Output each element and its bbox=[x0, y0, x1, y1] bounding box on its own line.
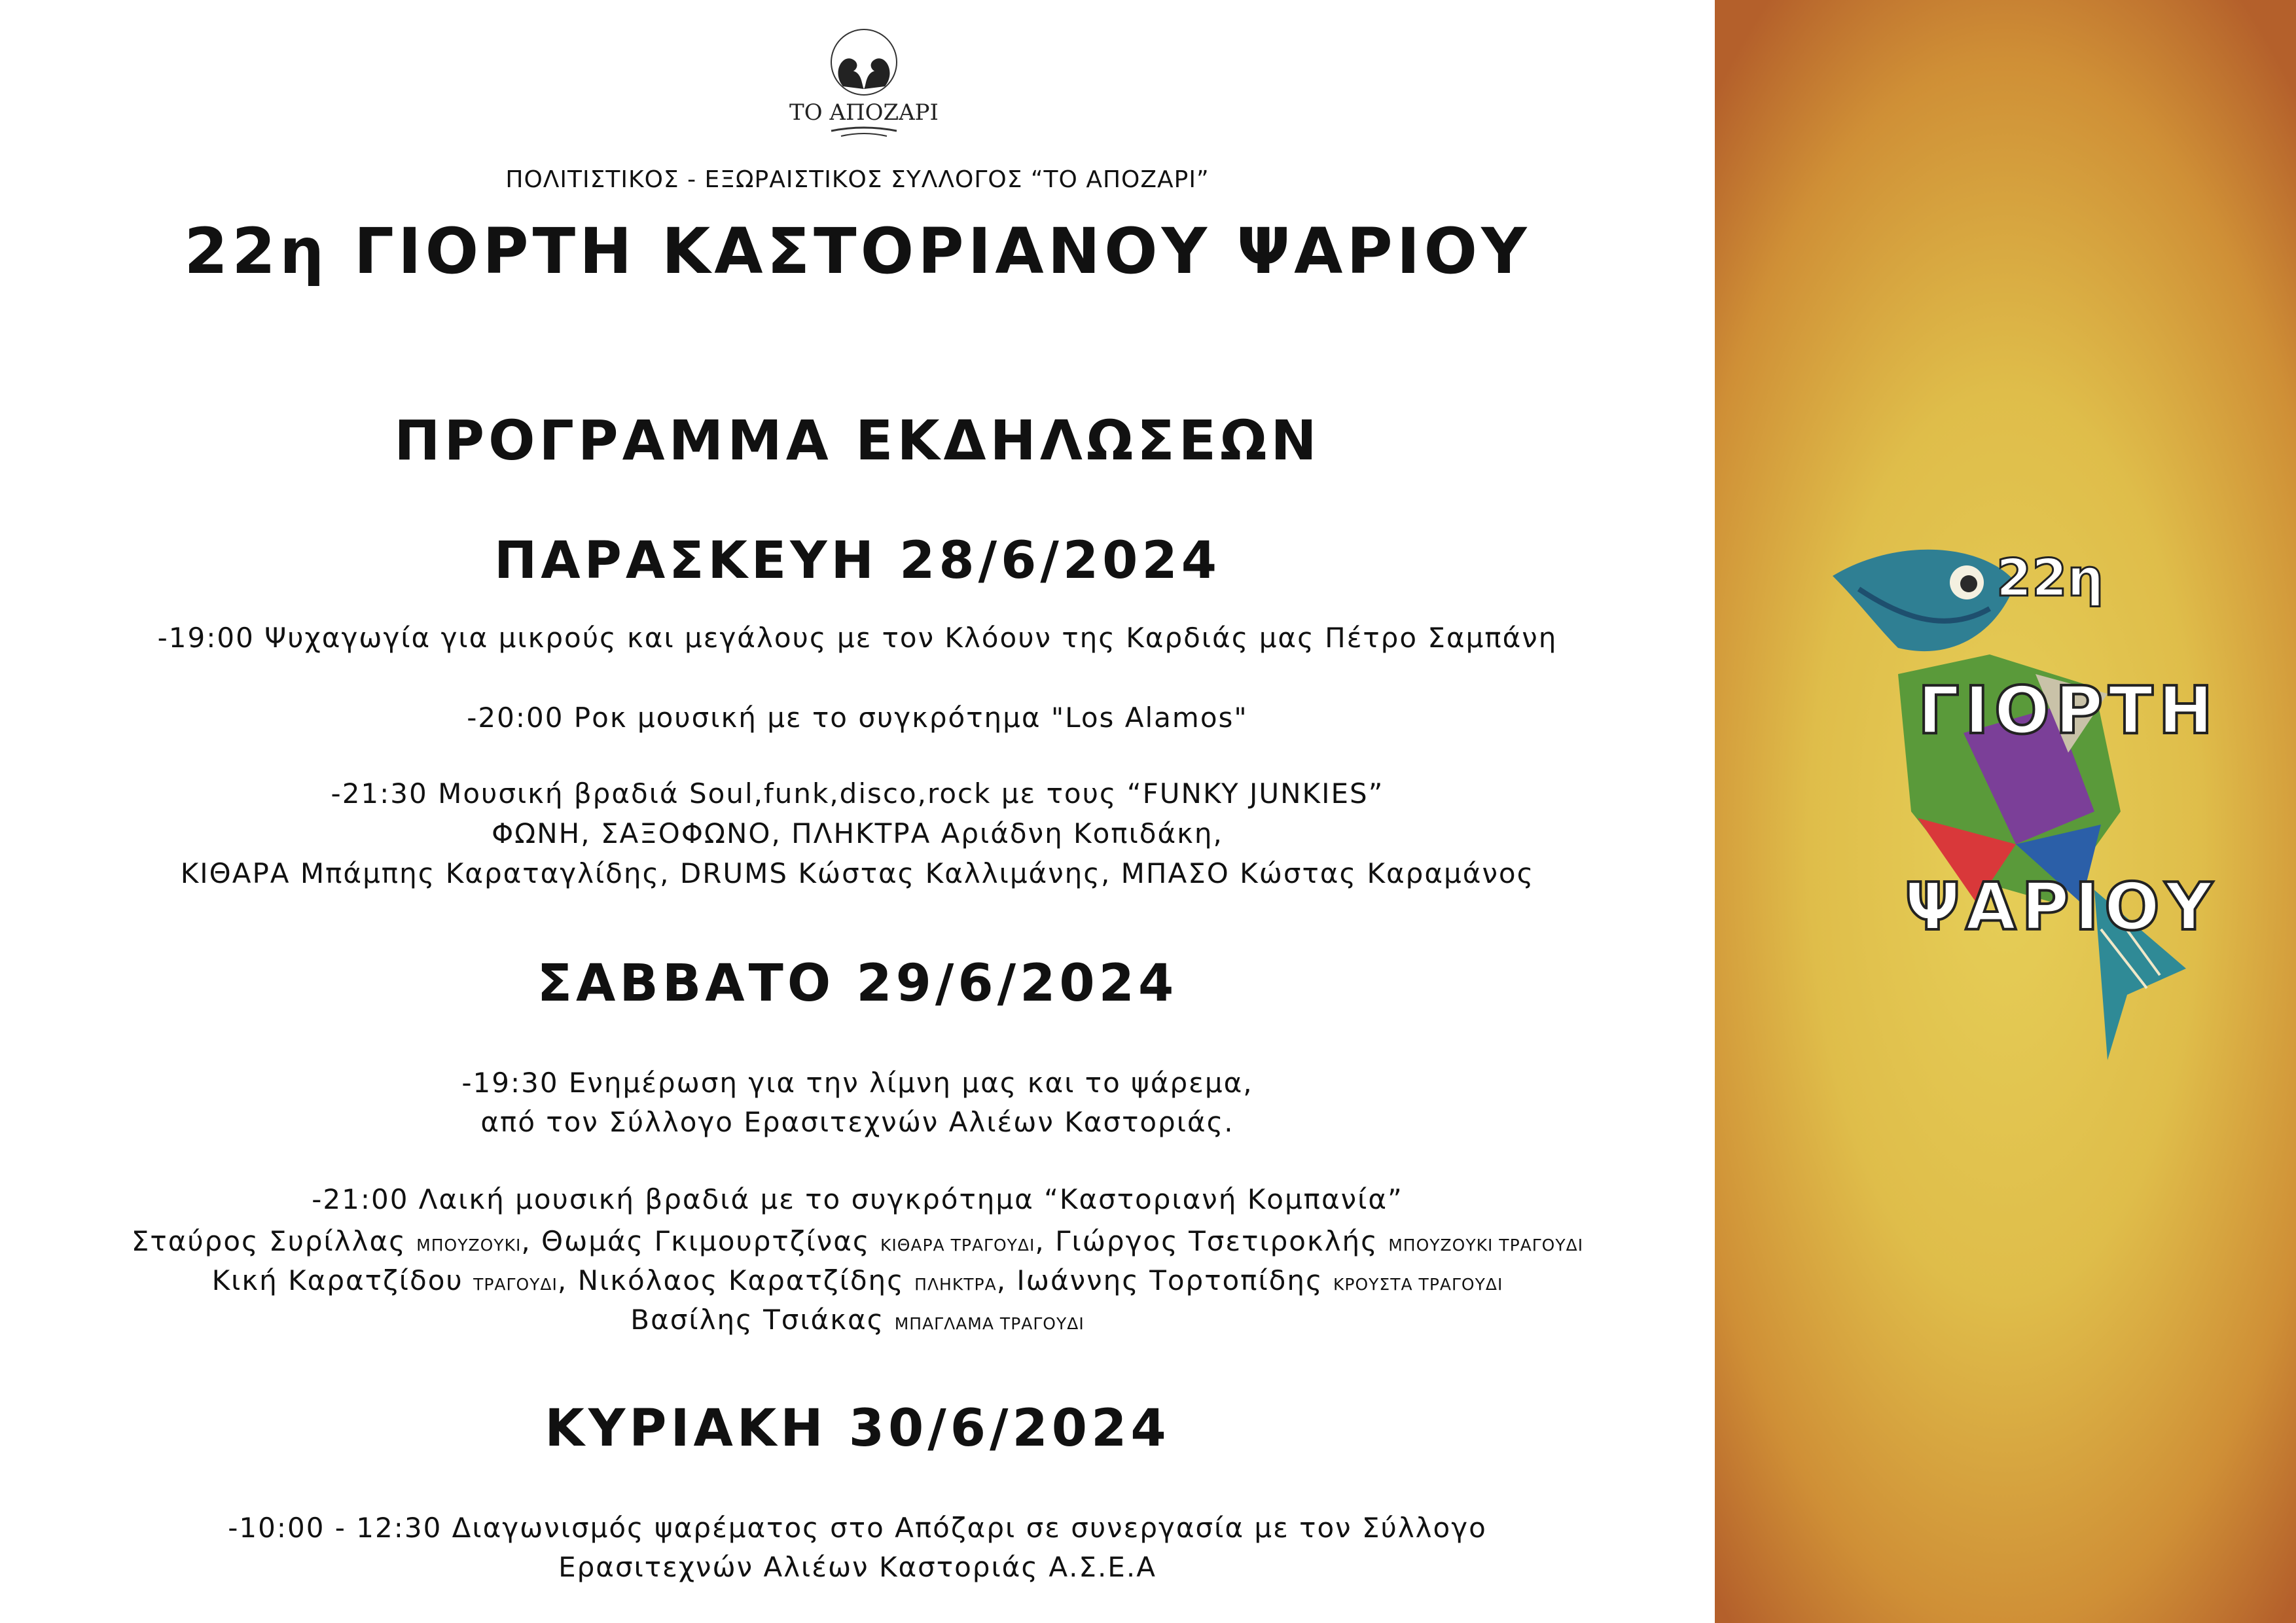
member-name: Θωμάς Γκιμουρτζίνας bbox=[541, 1225, 870, 1257]
member-name: Ιωάννης Τορτοπίδης bbox=[1016, 1264, 1323, 1296]
friday-event-1: -19:00 Ψυχαγωγία για μικρούς και μεγάλους με τον Κλόουν της Καρδιάς μας Πέτρο Σαμπάνη bbox=[157, 622, 1558, 654]
band-members-line3 bbox=[0, 1304, 1715, 1336]
festival-art-panel bbox=[1715, 0, 2296, 1623]
member-name: Βασίλης Τσιάκας bbox=[630, 1304, 885, 1336]
sunday-heading: ΚΥΡΙΑΚΗ 30/6/2024 bbox=[545, 1399, 1170, 1458]
member-name: Κική Καρατζίδου bbox=[211, 1264, 463, 1296]
band-members-line2: Κική Καρατζίδου ΤΡΑΓΟΥΔΙ, Νικόλαος Καρατζίδης ΠΛΗΚΤΡΑ, Ιωάννης Τορτοπίδης ΚΡΟΥΣΤΑ ΤΡΑΓΟΥΔΙ bbox=[211, 1264, 1503, 1296]
friday-event-3-line3: ΚΙΘΑΡΑ Μπάμπης Καραταγλίδης, DRUMS Κώστας Καλλιμάνης, ΜΠΑΣΟ Κώστας Καραμάνος bbox=[180, 857, 1535, 889]
logo-name: ΤΟ ΑΠΟΖΑΡΙ bbox=[789, 99, 939, 126]
member-role: ΤΡΑΓΟΥΔΙ bbox=[473, 1275, 558, 1294]
association-logo bbox=[785, 26, 942, 141]
festival-word-1: ΓΙΟΡΤΗ bbox=[1918, 672, 2219, 749]
member-role: ΜΠΑΓΛΑΜΑ ΤΡΑΓΟΥΔΙ bbox=[894, 1314, 1085, 1333]
member-role: ΠΛΗΚΤΡΑ bbox=[914, 1275, 997, 1294]
friday-event-3: -21:30 Μουσική βραδιά Soul,funk,disco,rock με τους “FUNKY JUNKIES” bbox=[331, 777, 1384, 810]
friday-heading: ΠΑΡΑΣΚΕΥΗ 28/6/2024 bbox=[494, 531, 1221, 590]
organization-name: ΠΟΛΙΤΙΣΤΙΚΟΣ - ΕΞΩΡΑΙΣΤΙΚΟΣ ΣΥΛΛΟΓΟΣ “ΤΟ ΑΠΟΖΑΡΙ” bbox=[505, 166, 1210, 193]
page-title: 22η ΓΙΟΡΤΗ ΚΑΣΤΟΡΙΑΝΟΥ ΨΑΡΙΟΥ bbox=[184, 215, 1531, 288]
fish-icon bbox=[1820, 537, 2225, 1060]
member-name: Σταύρος Συρίλλας bbox=[131, 1225, 406, 1257]
member-role: ΚΙΘΑΡΑ ΤΡΑΓΟΥΔΙ bbox=[880, 1236, 1035, 1255]
saturday-event-1: -19:30 Ενημέρωση για την λίμνη μας και το ψάρεμα, bbox=[461, 1067, 1253, 1099]
friday-event-3-line2: ΦΩΝΗ, ΣΑΞΟΦΩΝΟ, ΠΛΗΚΤΡΑ Αριάδνη Κοπιδάκη, bbox=[492, 817, 1223, 849]
member-name: Γιώργος Τσετιροκλής bbox=[1055, 1225, 1378, 1257]
festival-word-2: ΨΑΡΙΟΥ bbox=[1905, 868, 2218, 945]
festival-number: 22η bbox=[1996, 549, 2104, 608]
saturday-heading: ΣΑΒΒΑΤΟ 29/6/2024 bbox=[537, 954, 1178, 1013]
program-heading: ΠΡΟΓΡΑΜΜΑ ΕΚΔΗΛΩΣΕΩΝ bbox=[394, 408, 1321, 473]
member-role: ΜΠΟΥΖΟΥΚΙ bbox=[416, 1236, 522, 1255]
sunday-event-1: -10:00 - 12:30 Διαγωνισμός ψαρέματος στο Απόζαρι σε συνεργασία με τον Σύλλογο bbox=[228, 1512, 1487, 1544]
sunday-event-1-line2: Ερασιτεχνών Αλιέων Καστοριάς Α.Σ.Ε.Α bbox=[558, 1551, 1157, 1583]
member-name: Νικόλαος Καρατζίδης bbox=[577, 1264, 905, 1296]
band-members-line1: Σταύρος Συρίλλας ΜΠΟΥΖΟΥΚΙ, Θωμάς Γκιμουρτζίνας ΚΙΘΑΡΑ ΤΡΑΓΟΥΔΙ, Γιώργος Τσετιροκλής ΜΠΟΥΖΟΥΚΙ ΤΡΑΓΟΥΔΙ bbox=[131, 1225, 1584, 1257]
friday-event-2: -20:00 Ροκ μουσική με το συγκρότημα "Los Alamos" bbox=[467, 702, 1248, 734]
saturday-event-1-line2: από τον Σύλλογο Ερασιτεχνών Αλιέων Καστοριάς. bbox=[480, 1106, 1234, 1138]
member-role: ΜΠΟΥΖΟΥΚΙ ΤΡΑΓΟΥΔΙ bbox=[1388, 1236, 1584, 1255]
saturday-event-2: -21:00 Λαική μουσική βραδιά με το συγκρότημα “Καστοριανή Κομπανία” bbox=[312, 1183, 1403, 1215]
member-role: ΚΡΟΥΣΤΑ ΤΡΑΓΟΥΔΙ bbox=[1333, 1275, 1503, 1294]
festival-logo bbox=[1820, 537, 2225, 1060]
